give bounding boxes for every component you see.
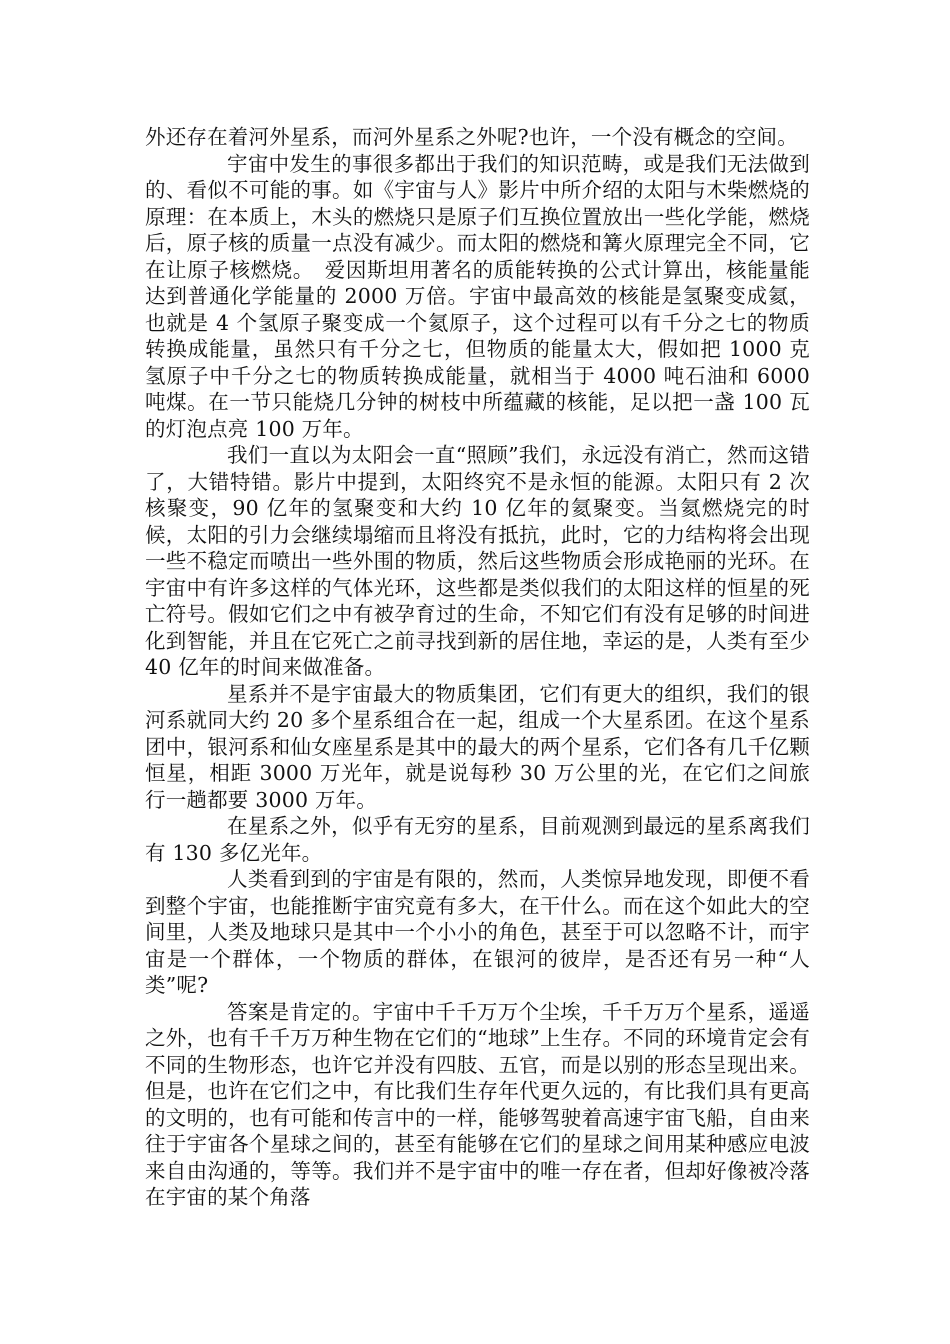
paragraph-7: 答案是肯定的。宇宙中千千万万个尘埃，千千万万个星系，遥遥之外，也有千千万万种生物在它们的“地球”上生存。不同的环境肯定会有不同的生物形态，也许它并没有四肢、五官，而是以别的形态呈现出来。但是，也许在它们之中，有比我们生存年代更久远的，有比我们具有更高的文明的，也有可能和传言中的一样，能够驾驶着高速宇宙飞船，自由来往于宇宙各个星球之间的，甚至有能够在它们的星球之间用某种感应电波来自由沟通的，等等。我们并不是宇宙中的唯一存在者，但却好像被冷落在宇宙的某个角落 [145,999,810,1209]
paragraph-4: 星系并不是宇宙最大的物质集团，它们有更大的组织，我们的银河系就同大约 20 多个星系组合在一起，组成一个大星系团。在这个星系团中，银河系和仙女座星系是其中的最大的两个星系，它们各有几千亿颗恒星，相距 3000 万光年，就是说每秒 30 万公里的光，在它们之间旅行一趟都要 3000 万年。 [145,681,810,812]
paragraph-6: 人类看到到的宇宙是有限的，然而，人类惊异地发现，即便不看到整个宇宙，也能推断宇宙究竟有多大，在干什么。而在这个如此大的空间里，人类及地球只是其中一个小小的角色，甚至于可以忽略不计，而宇宙是一个群体，一个物质的群体，在银河的彼岸，是否还有另一种“人类”呢? [145,867,810,997]
paragraph-5: 在星系之外，似乎有无穷的星系，目前观测到最远的星系离我们有 130 多亿光年。 [145,814,810,865]
paragraph-2: 宇宙中发生的事很多都出于我们的知识范畴，或是我们无法做到的、看似不可能的事。如《宇宙与人》影片中所介绍的太阳与木柴燃烧的原理：在本质上，木头的燃烧只是原子们互换位置放出一些化学能，燃烧后，原子核的质量一点没有减少。而太阳的燃烧和篝火原理完全不同，它在让原子核燃烧。 爱因斯坦用著名的质能转换的公式计算出，核能量能达到普通化学能量的 2000 万倍。宇宙中最高效的核能是氢聚变成氦，也就是 4 个氢原子聚变成一个氦原子，这个过程可以有千分之七的物质转换成能量，虽然只有千分之七，但物质的能量太大，假如把 1000 克氢原子中千分之七的物质转换成能量，就相当于 4000 吨石油和 6000 吨煤。在一节只能烧几分钟的树枝中所蕴藏的核能，足以把一盏 100 瓦的灯泡点亮 100 万年。 [145,151,810,441]
paragraph-1: 外还存在着河外星系，而河外星系之外呢?也许，一个没有概念的空间。 [145,125,798,149]
paragraph-3: 我们一直以为太阳会一直“照顾”我们，永远没有消亡，然而这错了，大错特错。影片中提到，太阳终究不是永恒的能源。太阳只有 2 次核聚变，90 亿年的氢聚变和大约 10 亿年的氦聚变。当氦燃烧完的时候，太阳的引力会继续塌缩而且将没有抵抗，此时，它的力结构将会出现一些不稳定而喷出一些外围的物质，然后这些物质会形成艳丽的光环。在宇宙中有许多这样的气体光环，这些都是类似我们的太阳这样的恒星的死亡符号。假如它们之中有被孕育过的生命，不知它们有没有足够的时间进化到智能，并且在它死亡之前寻找到新的居住地，幸运的是，人类有至少 40 亿年的时间来做准备。 [145,443,810,679]
article-body [145,124,810,1211]
